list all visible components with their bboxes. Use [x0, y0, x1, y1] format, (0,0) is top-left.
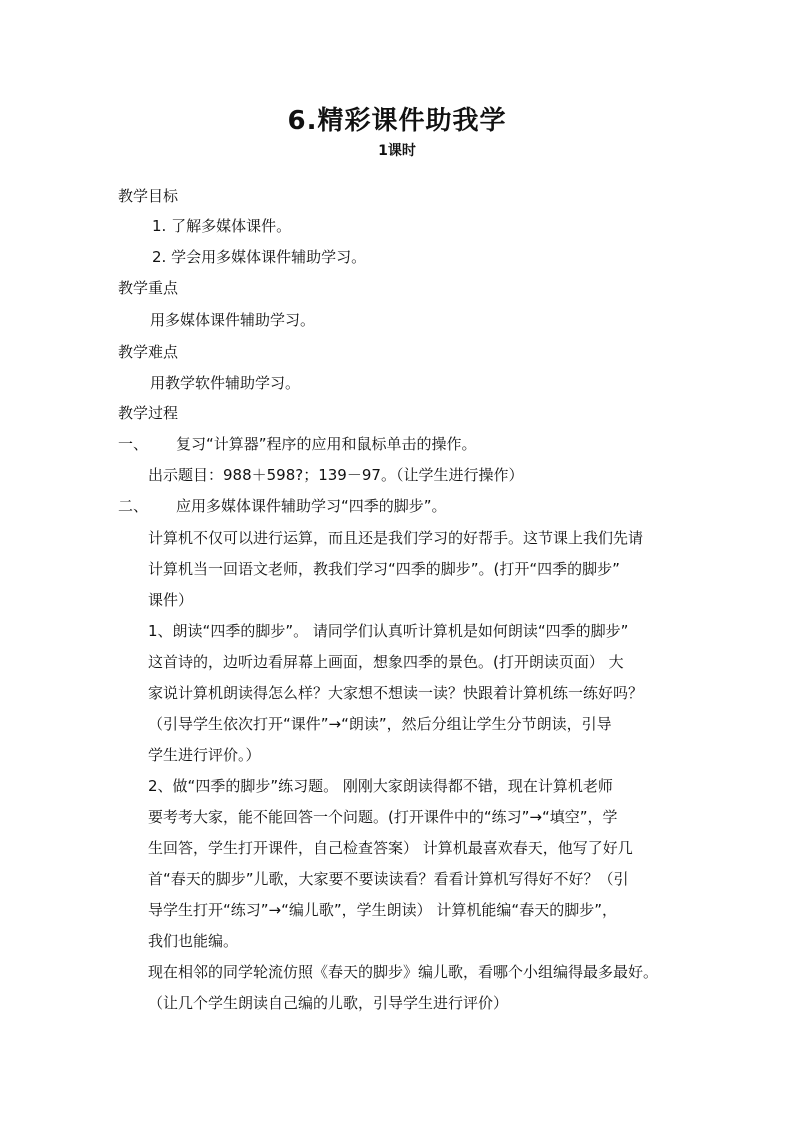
- paragraph-line: 学生进行评价。）: [148, 746, 261, 764]
- paragraph-line: 1、朗读“四季的脚步”。 请同学们认真听计算机是如何朗读“四季的脚步”: [148, 622, 629, 640]
- difficulty-heading: 教学难点: [118, 343, 179, 361]
- document-subtitle: 1课时: [378, 143, 416, 159]
- paragraph-line: 家说计算机朗读得怎么样？大家想不想读一读？快跟着计算机练一练好吗？: [148, 684, 644, 702]
- document-title: 6.精彩课件助我学: [287, 106, 507, 136]
- section-number: 一、: [118, 435, 149, 453]
- paragraph-line: （让几个学生朗读自己编的儿歌，引导学生进行评价）: [148, 994, 509, 1012]
- paragraph-line: 导学生打开“练习”→“编儿歌”，学生朗读） 计算机能编“春天的脚步”，: [148, 901, 617, 919]
- paragraph-line: 2、做“四季的脚步”练习题。 刚刚大家朗读得都不错，现在计算机老师: [148, 777, 613, 795]
- paragraph-line: （引导学生依次打开“课件”→“朗读”，然后分组让学生分节朗读，引导: [148, 715, 612, 733]
- process-heading: 教学过程: [118, 404, 179, 422]
- paragraph-line: 计算机当一回语文老师，教我们学习“四季的脚步”。(打开“四季的脚步”: [148, 560, 620, 578]
- paragraph-line: 课件）: [148, 591, 194, 609]
- difficulty-text: 用教学软件辅助学习。: [150, 374, 301, 392]
- objective-item: 1. 了解多媒体课件。: [152, 217, 292, 235]
- paragraph-line: 我们也能编。: [148, 932, 239, 950]
- objective-item: 2. 学会用多媒体课件辅助学习。: [152, 248, 367, 266]
- key-point-heading: 教学重点: [118, 279, 179, 297]
- paragraph-line: 首“春天的脚步”儿歌，大家要不要读读看？看看计算机写得好不好？（引: [148, 870, 629, 888]
- paragraph-line: 现在相邻的同学轮流仿照《春天的脚步》编儿歌，看哪个小组编得最多最好。: [148, 963, 659, 981]
- section-title: 应用多媒体课件辅助学习“四季的脚步”。: [176, 497, 447, 515]
- paragraph-line: 要考考大家，能不能回答一个问题。(打开课件中的“练习”→“填空”，学: [148, 808, 618, 826]
- section-number: 二、: [118, 497, 149, 515]
- key-point-text: 用多媒体课件辅助学习。: [150, 311, 316, 329]
- section-detail: 出示题目：988＋598?；139－97。（让学生进行操作）: [148, 466, 524, 484]
- paragraph-line: 这首诗的，边听边看屏幕上画面，想象四季的景色。(打开朗读页面） 大: [148, 653, 624, 671]
- paragraph-line: 计算机不仅可以进行运算，而且还是我们学习的好帮手。这节课上我们先请: [148, 529, 644, 547]
- objectives-heading: 教学目标: [118, 187, 179, 205]
- section-title: 复习“计算器”程序的应用和鼠标单击的操作。: [176, 435, 477, 453]
- paragraph-line: 生回答，学生打开课件，自己检查答案） 计算机最喜欢春天，他写了好几: [148, 839, 633, 857]
